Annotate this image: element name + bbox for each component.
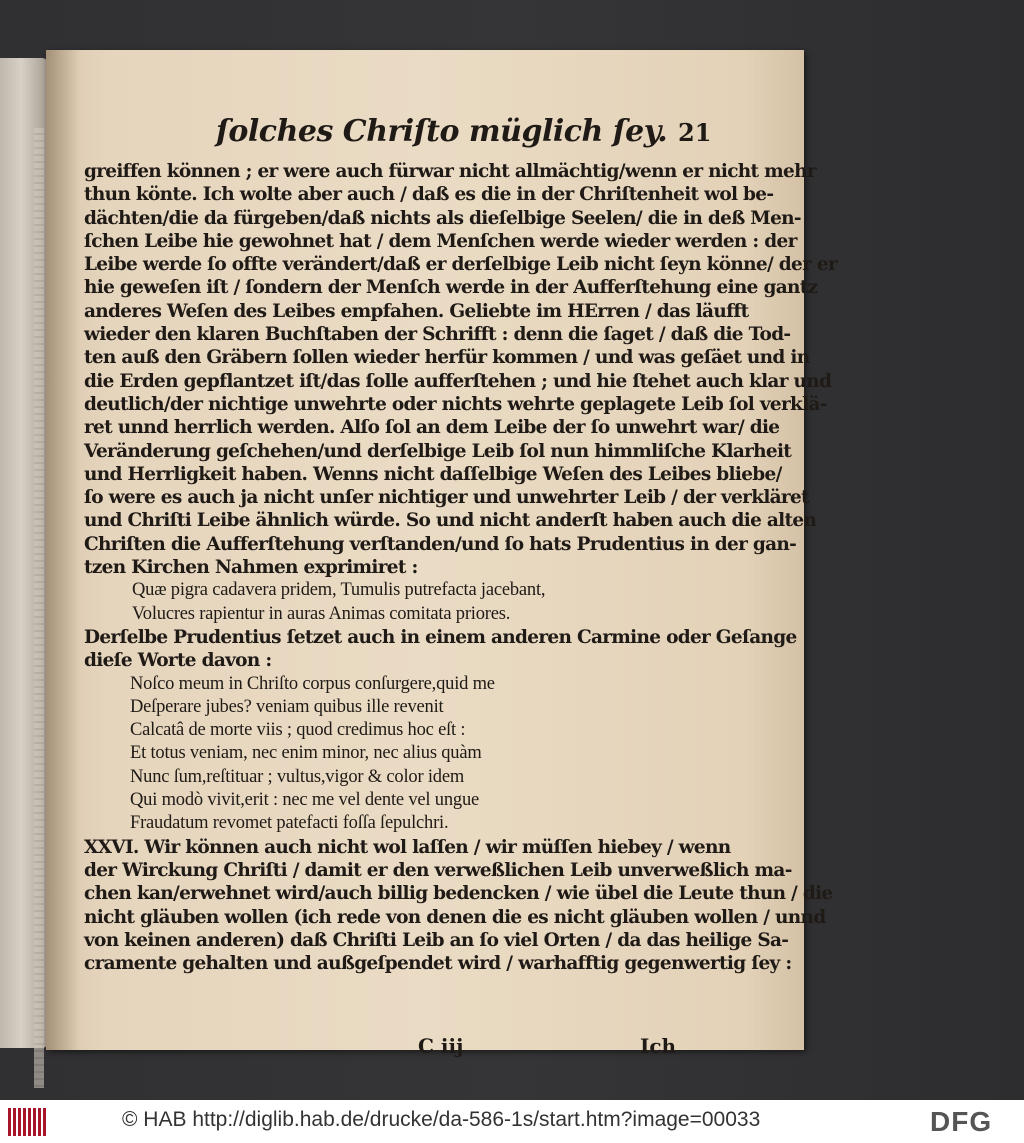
text-line: greiffen können ; er were auch fürwar nicht allmächtig/wenn er nicht mehr: [84, 161, 816, 182]
copyright-bar: [0, 1100, 1024, 1143]
text-line: die Erden gepflantzet iſt/das ſolle aufferſtehen ; und hie ſtehet auch klar und: [84, 370, 832, 392]
latin-verse-line: Qui modò vivit,erit : nec me vel dente vel ungue: [130, 790, 480, 811]
text-line: hie geweſen iſt / ſondern der Menſch werde in der Aufferſtehung eine gantz: [84, 277, 818, 299]
book-page: [46, 50, 838, 1058]
text-line: Derſelbe Prudentius ſetzet auch in einem anderen Carmine oder Geſange: [84, 626, 797, 648]
text-line: dieſe Worte davon :: [84, 650, 272, 672]
latin-verse-line: Volucres rapientur in auras Animas comitata priores.: [132, 603, 511, 624]
text-line: wieder den klaren Buchſtaben der Schrifft : denn die ſaget / daß die Tod-: [84, 324, 791, 346]
latin-verse-line: Noſco meum in Chriſto corpus conſurgere,quid me: [130, 673, 495, 694]
text-line: ten auß den Gräbern ſollen wieder herfür kommen / und was geſäet und in: [84, 347, 810, 369]
text-line: anderes Weſen des Leibes empfahen. Geliebte im HErren / das läufft: [84, 300, 749, 322]
text-line: ret unnd herrlich werden. Alſo ſol an dem Leibe der ſo unwehrt war/ die: [84, 417, 780, 439]
text-line: Leibe werde ſo offte verändert/daß er derſelbige Leib nicht ſeyn könne/ der er: [84, 254, 838, 276]
text-line: nicht gläuben wollen (ich rede von denen die es nicht gläuben wollen / unnd: [84, 906, 826, 928]
text-line: thun könte. Ich wolte aber auch / daß es die in der Chriſtenheit wol be-: [84, 184, 774, 206]
text-line: von keinen anderen) daß Chriſti Leib an ſo viel Orten / da das heilige Sa-: [84, 929, 789, 951]
text-line: ſchen Leibe hie gewohnet hat / dem Menſchen werde wieder werden : der: [84, 230, 797, 252]
latin-verse-line: Et totus veniam, nec enim minor, nec alius quàm: [130, 743, 482, 764]
page-header: [216, 114, 716, 154]
text-line: cramente gehalten und außgeſpendet wird / warhafftig gegenwertig ſey :: [84, 953, 792, 975]
signature-mark: C iij: [418, 1034, 464, 1058]
text-line: der Wirckung Chriſti / damit er den verweßlichen Leib unverweßlich ma-: [84, 859, 792, 881]
text-line: und Chriſti Leibe ähnlich würde. So und nicht anderſt haben auch die alten: [84, 510, 817, 532]
previous-page-edge: [0, 58, 48, 1048]
text-line: tzen Kirchen Nahmen exprimiret :: [84, 557, 418, 579]
text-line: deutlich/der nichtige unwehrte oder nichts wehrte geplagete Leib ſol verklä-: [84, 393, 827, 415]
text-line: ſo were es auch ja nicht unſer nichtiger und unwehrter Leib / der verkläret: [84, 487, 809, 509]
latin-verse-line: Quæ pigra cadavera pridem, Tumulis putrefacta jacebant,: [132, 580, 546, 601]
copyright-url[interactable]: © HAB http://diglib.hab.de/drucke/da-586-1s/start.htm?image=00033: [122, 1108, 761, 1131]
latin-verse-line: Calcatâ de morte viis ; quod credimus hoc eſt :: [130, 720, 466, 741]
text-line: Veränderung geſchehen/und derſelbige Leib ſol nun himmliſche Klarheit: [84, 440, 792, 462]
latin-verse-line: Deſperare jubes? veniam quibus ille revenit: [130, 696, 444, 717]
catchword: Ich: [640, 1034, 677, 1058]
dfg-logo: DFG: [930, 1106, 993, 1137]
text-line: Chriſten die Aufferſtehung verſtanden/und ſo hats Prudentius in der gan-: [84, 533, 797, 555]
text-line: chen kan/erwehnet wird/auch billig bedencken / wie übel die Leute thun / die: [84, 883, 833, 905]
text-line: und Herrligkeit haben. Wenns nicht daſſelbige Weſen des Leibes bliebe/: [84, 463, 782, 485]
page-stack-edge: [34, 128, 44, 1088]
page-number: 21: [678, 118, 712, 147]
hab-barcode-logo: [8, 1108, 46, 1136]
text-line: XXVI. Wir können auch nicht wol laſſen / wir müſſen hiebey / wenn: [84, 836, 731, 858]
page-gutter-shadow: [46, 50, 80, 1050]
body-text: [84, 160, 838, 975]
latin-verse-line: Nunc ſum,reſtituar ; vultus,vigor & color idem: [130, 766, 465, 787]
running-head: ſolches Chriſto müglich ſey.: [216, 114, 668, 149]
text-line: dächten/die da fürgeben/daß nichts als dieſelbige Seelen/ die in deß Men-: [84, 207, 801, 229]
latin-verse-line: Fraudatum revomet patefacti foſſa ſepulchri.: [130, 813, 449, 834]
